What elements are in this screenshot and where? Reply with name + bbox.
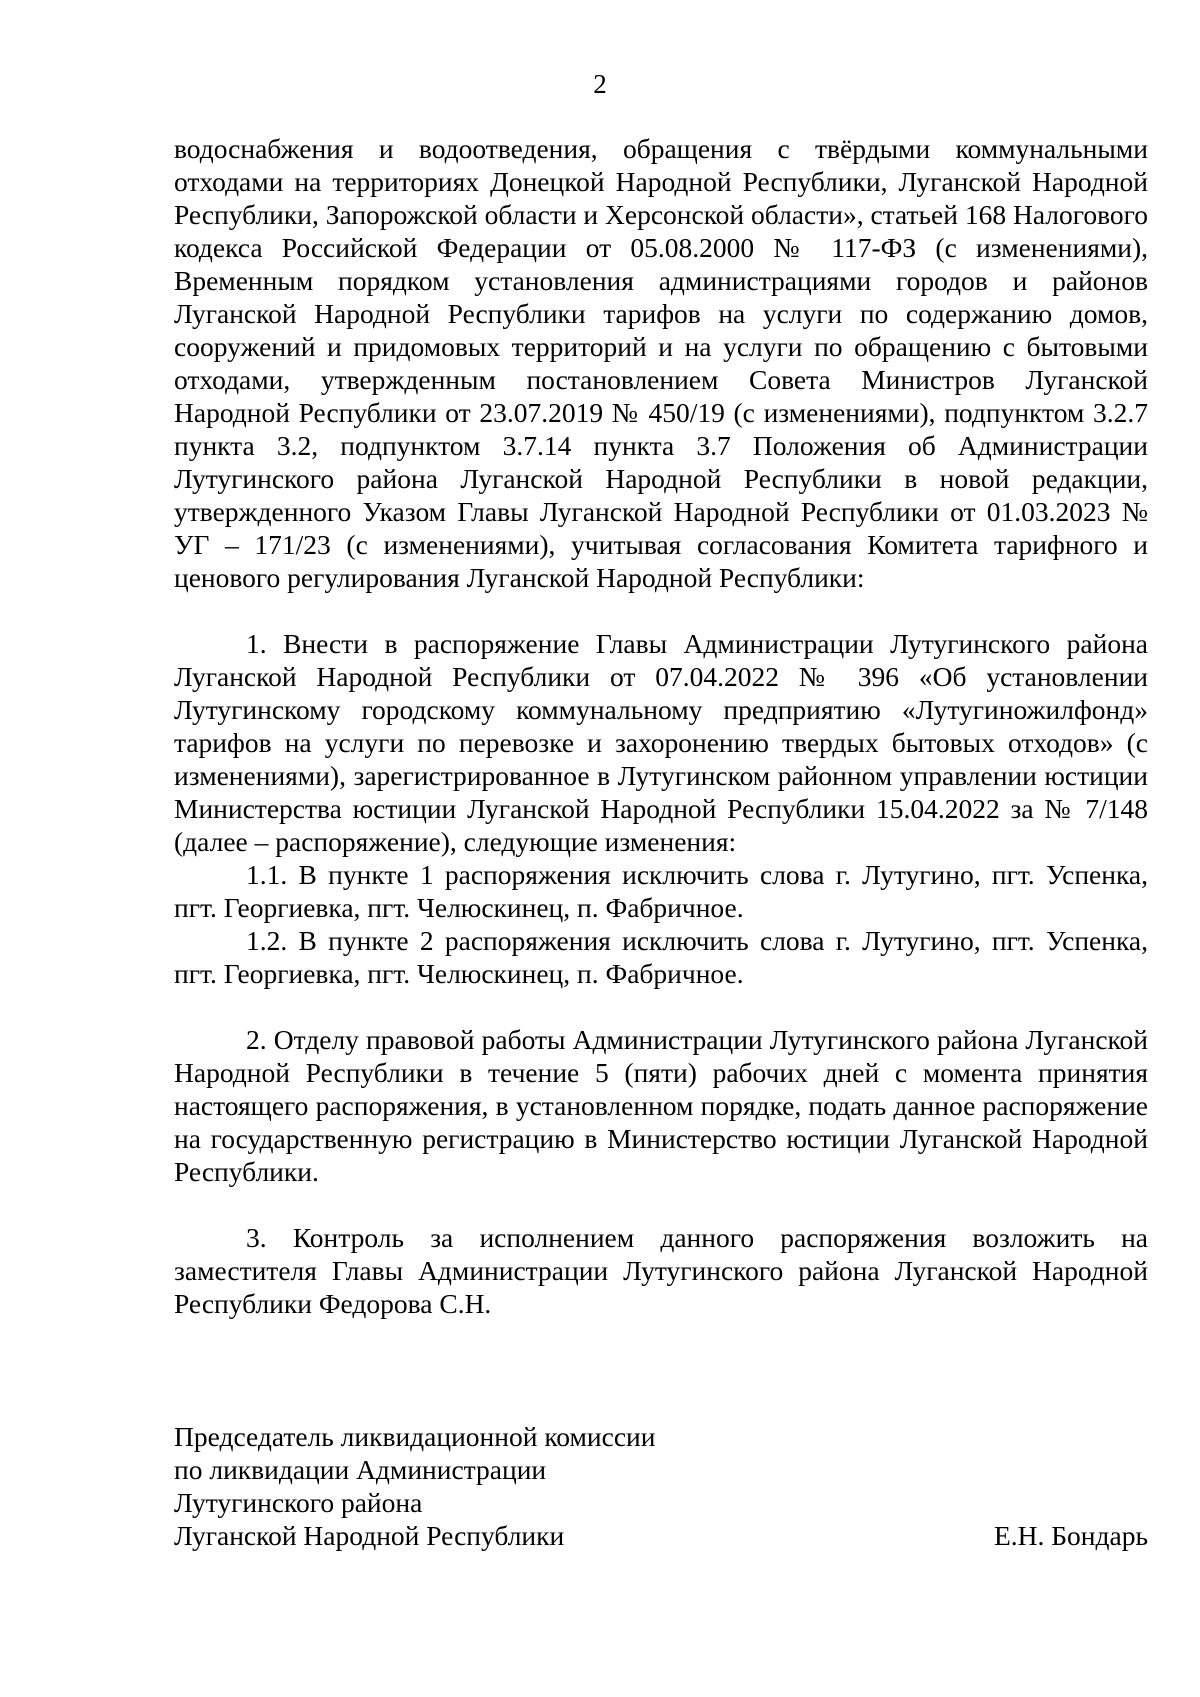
signature-title-line-1: Председатель ликвидационной комиссии [174, 1421, 656, 1452]
item-1-2-paragraph: 1.2. В пункте 2 распоряжения исключить слова г. Лутугино, пгт. Успенка, пгт. Георгиевка, пгт. Челюскинец, п. Фабричное. [174, 925, 1148, 989]
signature-title-line-2: по ликвидации Администрации [174, 1454, 547, 1485]
document-body [174, 132, 1148, 1320]
item-1-paragraph: 1. Внести в распоряжение Главы Администрации Лутугинского района Луганской Народной Республики от 07.04.2022 № 396 «Об установлении Лутугинскому городскому коммунальному предприятию «Лутугиножилфонд» тарифов на услуги по перевозке и захоронению твердых бытовых отходов» (с изменениями), зарегистрированное в Лутугинском районном управлении юстиции Министерства юстиции Луганской Народной Республики 15.04.2022 за № 7/148 (далее – распоряжение), следующие изменения: [174, 628, 1148, 857]
signature-title-line-4: Луганской Народной Республики [174, 1520, 565, 1551]
intro-paragraph: водоснабжения и водоотведения, обращения с твёрдыми коммунальными отходами на территориях Донецкой Народной Республики, Луганской Народной Республики, Запорожской области и Херсонской области», статьей 168 Налогового кодекса Российской Федерации от 05.08.2000 № 117-ФЗ (с изменениями), Временным порядком установления администрациями городов и районов Луганской Народной Республики тарифов на услуги по содержанию домов, сооружений и придомовых территорий и на услуги по обращению с бытовыми отходами, утвержденным постановлением Совета Министров Луганской Народной Республики от 23.07.2019 № 450/19 (с изменениями), подпунктом 3.2.7 пункта 3.2, подпунктом 3.7.14 пункта 3.7 Положения об Администрации Лутугинского района Луганской Народной Республики в новой редакции, утвержденного Указом Главы Луганской Народной Республики от 01.03.2023 № УГ – 171/23 (с изменениями), учитывая согласования Комитета тарифного и ценового регулирования Луганской Народной Республики: [174, 133, 1148, 593]
item-2-paragraph: 2. Отделу правовой работы Администрации Лутугинского района Луганской Народной Республики в течение 5 (пяти) рабочих дней с момента принятия настоящего распоряжения, в установленном порядке, подать данное распоряжение на государственную регистрацию в Министерство юстиции Луганской Народной Республики. [174, 1024, 1148, 1187]
item-3-paragraph: 3. Контроль за исполнением данного распоряжения возложить на заместителя Главы Администрации Лутугинского района Луганской Народной Республики Федорова С.Н. [174, 1222, 1148, 1319]
signature-title-line-3: Лутугинского района [174, 1487, 423, 1518]
signature-last-row [174, 1519, 1148, 1552]
signatory-name: Е.Н. Бондарь [993, 1520, 1148, 1551]
item-1-1-paragraph: 1.1. В пункте 1 распоряжения исключить слова г. Лутугино, пгт. Успенка, пгт. Георгиевка, пгт. Челюскинец, п. Фабричное. [174, 859, 1148, 923]
page-number: 2 [593, 69, 607, 99]
signature-block [174, 1420, 1148, 1552]
